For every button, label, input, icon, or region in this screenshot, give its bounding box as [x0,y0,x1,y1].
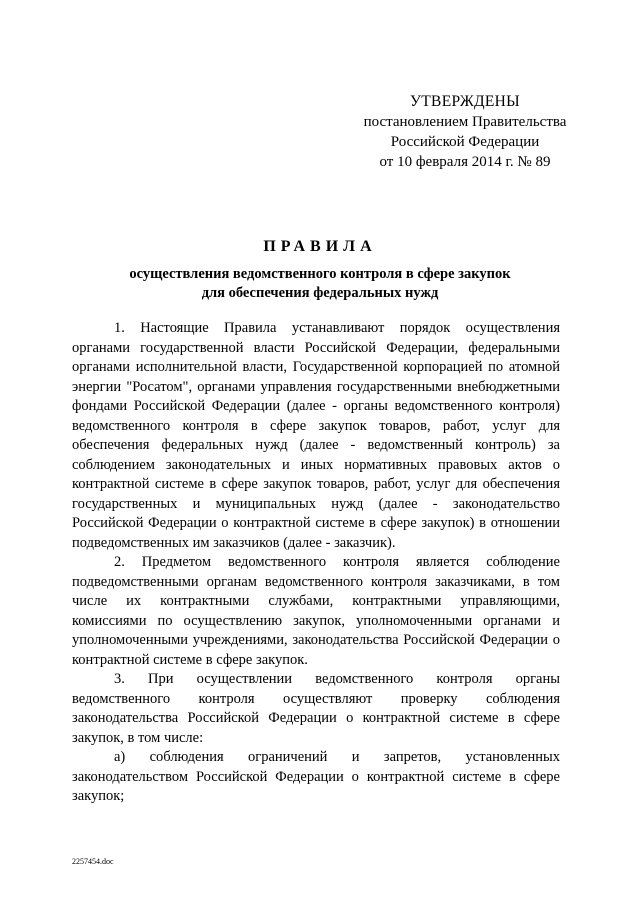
approval-heading: УТВЕРЖДЕНЫ [410,93,520,110]
approval-line-3: от 10 февраля 2014 г. № 89 [379,154,551,170]
paragraph-2: 2. Предметом ведомственного контроля является соблюдение подведомственными органам ведомственного контроля заказчиками, в том числе их контрактными службами, контрактными управляющими, комиссиями по осуществлению закупок, уполномоченными органами и уполномоченными учреждениями, законодательства Российской Федерации о контрактной системе в сфере закупок. [72,554,560,668]
paragraph-3: 3. При осуществлении ведомственного контроля органы ведомственного контроля осуществляют проверку соблюдения законодательства Российской Федерации о контрактной системе в сфере закупок, в том числе: [72,671,560,746]
paragraph-3a: а) соблюдения ограничений и запретов, установленных законодательством Российской Федерации о контрактной системе в сфере закупок; [72,749,560,804]
file-code: 2257454.doc [72,857,114,866]
subtitle-line-1: осуществления ведомственного контроля в сфере закупок [129,266,511,282]
approval-line-2: Российской Федерации [390,134,540,150]
document-subtitle [70,265,570,303]
approval-line-1: постановлением Правительства [363,114,567,130]
subtitle-line-2: для обеспечения федеральных нужд [201,285,439,301]
document-title: ПРАВИЛА [263,238,377,255]
approval-block [330,92,600,172]
paragraph-1: 1. Настоящие Правила устанавливают порядок осуществления органами государственной власти Российской Федерации, федеральными органами исполнительной власти, Государственной корпорацией по атомной энергии "Росатом", органами управления государственными внебюджетными фондами Российской Федерации (далее - органы ведомственного контроля) ведомственного контроля в сфере закупок товаров, работ, услуг для обеспечения федеральных нужд (далее - ведомственный контроль) за соблюдением законодательных и иных нормативных правовых актов о контрактной системе в сфере закупок товаров, работ, услуг для обеспечения государственных и муниципальных нужд (далее - законодательство Российской Федерации о контрактной системе в сфере закупок) в отношении подведомственных им заказчиков (далее - заказчик). [72,320,560,551]
document-body [72,319,560,807]
